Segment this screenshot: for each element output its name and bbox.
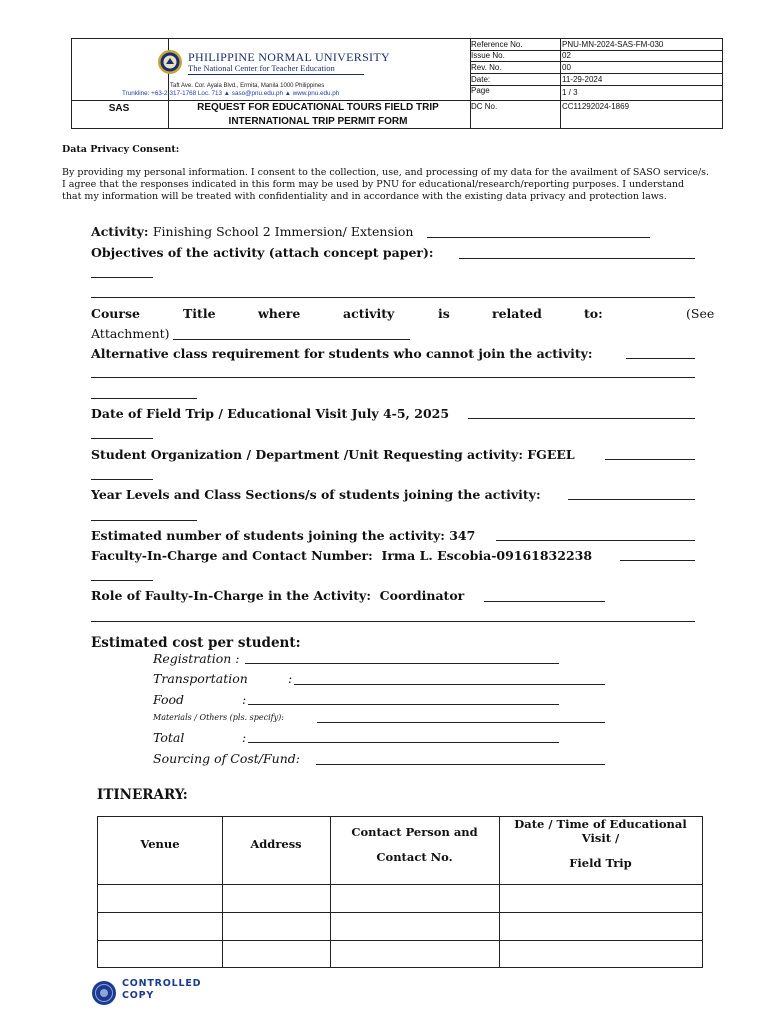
role-label: Role of Faulty-In-Charge in the Activity: [91, 588, 371, 603]
table-cell[interactable] [500, 941, 702, 967]
privacy-line-1: By providing my personal information. I consent to the collection, use, and processing of my data for the availment of SASO service/s. [62, 167, 710, 178]
privacy-heading: Data Privacy Consent: [62, 144, 180, 155]
course-attachment: Attachment) [91, 326, 170, 341]
objectives-line[interactable] [459, 258, 695, 259]
meta-label: Reference No. [471, 40, 523, 49]
meta-value: 00 [562, 63, 571, 72]
date-field [91, 406, 449, 421]
role-field [91, 588, 464, 603]
university-address: Taft Ave. Cor. Ayala Blvd., Ermita, Manila 1000 Philippines [170, 83, 325, 89]
table-cell[interactable] [223, 913, 330, 940]
materials-label: Materials / Others (pls. specify): [153, 713, 284, 722]
org-line-2[interactable] [91, 479, 153, 480]
course-w1: Course [91, 306, 140, 321]
university-subtitle: The National Center for Teacher Education [188, 63, 335, 73]
meta-value: CC11292024-1869 [562, 102, 630, 111]
university-name: PHILIPPINE NORMAL UNIVERSITY [188, 50, 390, 64]
meta-label: Rev. No. [471, 63, 502, 72]
students-underline [496, 540, 695, 541]
date-value[interactable]: July 4-5, 2025 [351, 406, 450, 421]
table-cell[interactable] [331, 913, 499, 940]
objectives-label: Objectives of the activity (attach concept paper): [91, 245, 434, 260]
role-underline [484, 601, 605, 602]
course-w2: Title [183, 306, 216, 321]
controlled-copy-line-2: COPY [122, 990, 155, 1001]
title-rule [188, 74, 364, 75]
col-date-line-3: Field Trip [569, 856, 632, 870]
registration-label: Registration : [153, 651, 240, 666]
org-value[interactable]: FGEEL [527, 447, 575, 462]
privacy-line-3: that my information will be treated with confidentiality and in accordance with the existing data privacy and protection laws. [62, 191, 667, 202]
col-contact [330, 825, 499, 864]
role-line-2[interactable] [91, 621, 695, 622]
year-line-2[interactable] [91, 520, 197, 521]
org-label: Student Organization / Department /Unit Requesting activity: [91, 447, 523, 462]
alternative-line[interactable] [626, 358, 695, 359]
objectives-line-3[interactable] [91, 297, 695, 298]
itinerary-table [97, 816, 703, 968]
itinerary-heading: ITINERARY: [97, 787, 188, 803]
total-colon: : [242, 730, 247, 745]
office-code: SAS [108, 103, 130, 114]
col-contact-line-1: Contact Person and [351, 825, 478, 839]
controlled-copy-seal-icon [91, 980, 117, 1006]
course-w6: related [492, 306, 542, 321]
date-underline [468, 418, 695, 419]
total-line[interactable] [248, 742, 559, 743]
course-w5: is [438, 306, 450, 321]
col-date-line-1: Date / Time of Educational [514, 817, 687, 831]
form-title [167, 101, 469, 129]
alternative-line-3[interactable] [91, 398, 197, 399]
col-date [499, 817, 702, 870]
food-label: Food [153, 692, 185, 707]
faculty-label: Faculty-In-Charge and Contact Number: [91, 548, 373, 563]
controlled-copy-stamp [122, 978, 201, 1002]
transportation-line[interactable] [294, 684, 605, 685]
activity-value[interactable]: Finishing School 2 Immersion/ Extension [152, 224, 414, 239]
course-w7: to: [584, 306, 603, 321]
cost-heading: Estimated cost per student: [91, 635, 301, 651]
table-cell[interactable] [500, 885, 702, 912]
total-label: Total [153, 730, 185, 745]
faculty-value[interactable]: Irma L. Escobia-09161832238 [381, 548, 593, 563]
students-field [91, 528, 475, 543]
table-cell[interactable] [98, 913, 222, 940]
meta-value: 02 [562, 51, 571, 60]
col-venue: Venue [140, 837, 180, 851]
date-label: Date of Field Trip / Educational Visit [91, 406, 348, 421]
university-seal-icon [157, 49, 183, 75]
table-cell[interactable] [331, 941, 499, 967]
table-cell[interactable] [223, 885, 330, 912]
meta-value: PNU-MN-2024-SAS-FM-030 [562, 40, 664, 49]
controlled-copy-line-1: CONTROLLED [122, 978, 202, 989]
faculty-underline [620, 560, 695, 561]
meta-label: DC No. [471, 102, 498, 111]
form-title-line-2: INTERNATIONAL TRIP PERMIT FORM [228, 116, 408, 127]
course-underline[interactable] [173, 339, 410, 340]
food-colon: : [242, 692, 247, 707]
activity-field [91, 224, 413, 239]
transportation-colon: : [288, 671, 293, 686]
alternative-label: Alternative class requirement for students who cannot join the activity: [91, 346, 593, 361]
meta-label: Issue No. [471, 51, 505, 60]
materials-line[interactable] [317, 722, 605, 723]
form-title-line-1: REQUEST FOR EDUCATIONAL TOURS FIELD TRIP [197, 102, 439, 113]
activity-underline [427, 237, 650, 238]
students-label: Estimated number of students joining the activity: [91, 528, 445, 543]
university-contact-line[interactable]: Trunkline: +63-2-317-1768 Loc. 713 ▲ saso@pnu.edu.ph ▲ www.pnu.edu.ph [122, 90, 340, 97]
course-see: (See [686, 306, 715, 321]
activity-label: Activity: [91, 224, 149, 239]
course-w4: activity [343, 306, 395, 321]
privacy-line-2: I agree that the responses indicated in this form may be used by PNU for educational/research/reporting purposes. I understand [62, 179, 685, 190]
table-cell[interactable] [98, 885, 222, 912]
meta-value: 11-29-2024 [562, 75, 603, 84]
meta-label: Date: [471, 75, 491, 84]
org-underline [605, 459, 695, 460]
meta-value: 1 / 3 [562, 88, 578, 97]
org-field [91, 447, 575, 462]
role-value[interactable]: Coordinator [379, 588, 465, 603]
food-line[interactable] [248, 704, 559, 705]
students-value[interactable]: 347 [449, 528, 476, 543]
col-contact-line-2: Contact No. [376, 850, 453, 864]
table-cell[interactable] [331, 885, 499, 912]
meta-label: Page [471, 86, 490, 95]
faculty-line-2[interactable] [91, 580, 153, 581]
table-cell[interactable] [500, 913, 702, 940]
table-cell[interactable] [223, 941, 330, 967]
col-address: Address [250, 837, 302, 851]
course-w3: where [258, 306, 301, 321]
faculty-field [91, 548, 592, 563]
table-cell[interactable] [98, 941, 222, 967]
col-date-line-2: Visit / [581, 831, 620, 845]
registration-line[interactable] [245, 663, 559, 664]
date-line-2[interactable] [91, 438, 153, 439]
transportation-label: Transportation [153, 671, 248, 686]
objectives-line-2[interactable] [91, 277, 153, 278]
year-line[interactable] [568, 499, 695, 500]
sourcing-line[interactable] [316, 764, 605, 765]
alternative-line-2[interactable] [91, 377, 695, 378]
sourcing-label: Sourcing of Cost/Fund: [153, 751, 300, 766]
year-label: Year Levels and Class Sections/s of students joining the activity: [91, 487, 541, 502]
